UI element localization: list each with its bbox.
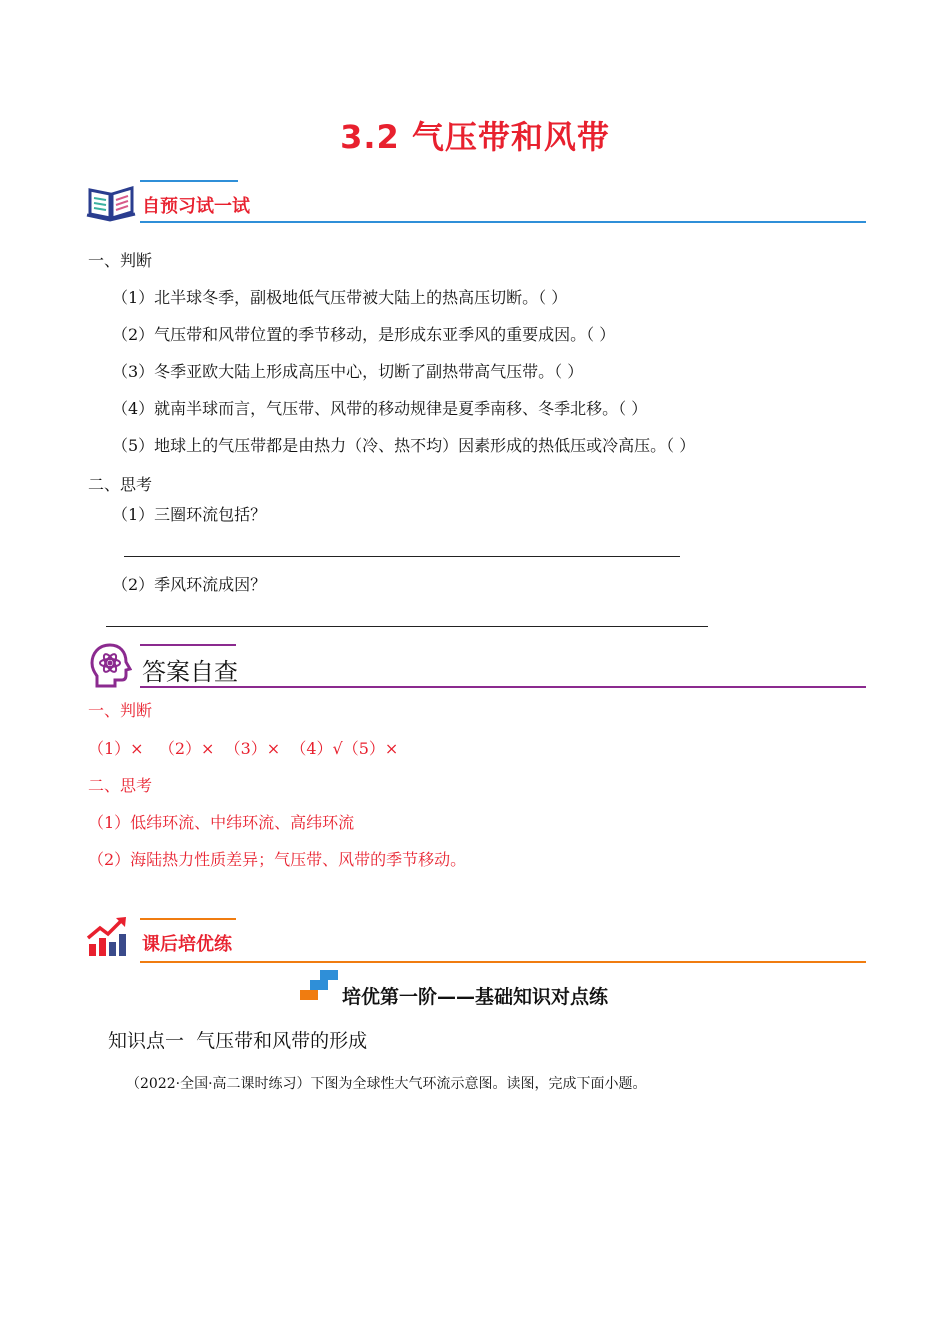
think-question-1: （1）三圈环流包括？ bbox=[112, 505, 267, 524]
answer-judge: （1）× （2）× （3）× （4）√（5）× bbox=[88, 739, 399, 758]
book-icon bbox=[86, 182, 138, 222]
answer-think-2: （2）海陆热力性质差异；气压带、风带的季节移动。 bbox=[88, 850, 467, 869]
preview-section-label: 自预习试一试 bbox=[142, 196, 250, 217]
answers-section-label: 答案自查 bbox=[142, 658, 238, 686]
tier-heading: 培优第一阶——基础知识对点练 bbox=[342, 986, 609, 1008]
answers-section-header bbox=[84, 640, 866, 692]
after-section-header bbox=[84, 910, 866, 964]
answer-blank-2[interactable] bbox=[106, 626, 708, 627]
answer-think-1: （1）低纬环流、中纬环流、高纬环流 bbox=[88, 813, 355, 832]
judge-item-2: （2）气压带和风带位置的季节移动，是形成东亚季风的重要成因。（ ） bbox=[112, 325, 616, 344]
judge-item-4: （4）就南半球而言，气压带、风带的移动规律是夏季南移、冬季北移。（ ） bbox=[112, 399, 648, 418]
steps-icon bbox=[298, 968, 340, 1002]
judge-item-3: （3）冬季亚欧大陆上形成高压中心，切断了副热带高气压带。（ ） bbox=[112, 362, 584, 381]
answer-blank-1[interactable] bbox=[124, 556, 680, 557]
preview-section-header bbox=[84, 176, 866, 226]
judge-item-1: （1）北半球冬季，副极地低气压带被大陆上的热高压切断。（ ） bbox=[112, 288, 568, 307]
head-atom-icon bbox=[88, 642, 132, 688]
judge-item-5: （5）地球上的气压带都是由热力（冷、热不均）因素形成的热低压或冷高压。（ ） bbox=[112, 436, 696, 455]
part1-heading: 一、判断 bbox=[88, 251, 153, 270]
page-title: 3.2 气压带和风带 bbox=[340, 118, 610, 156]
knowledge-point-heading: 知识点一 气压带和风带的形成 bbox=[108, 1030, 368, 1052]
answer-h1: 一、判断 bbox=[88, 701, 153, 720]
after-section-label: 课后培优练 bbox=[142, 934, 232, 955]
think-question-2: （2）季风环流成因？ bbox=[112, 575, 267, 594]
question-intro: （2022·全国·高二课时练习）下图为全球性大气环流示意图。读图，完成下面小题。 bbox=[126, 1076, 647, 1092]
part2-heading: 二、思考 bbox=[88, 475, 153, 494]
growth-chart-icon bbox=[86, 914, 130, 958]
answer-h2: 二、思考 bbox=[88, 776, 153, 795]
